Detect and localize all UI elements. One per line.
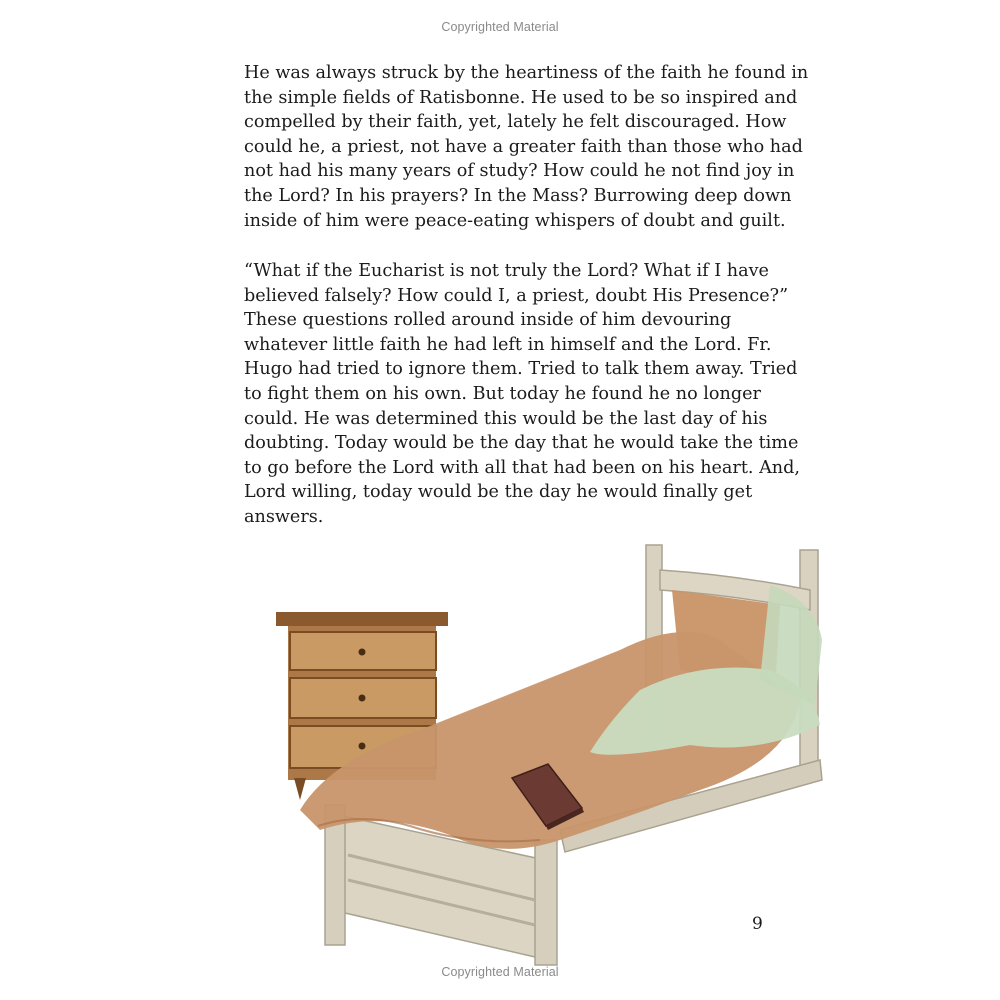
paragraph-line: He was always struck by the heartiness of the faith he found in	[244, 63, 809, 83]
paragraph-line: the simple fields of Ratisbonne. He used to be so inspired and	[244, 87, 798, 108]
paragraph-line: the Lord? In his prayers? In the Mass? Burrowing deep down	[244, 185, 792, 206]
paragraph-line: could he, a priest, not have a greater faith than those who had	[244, 136, 803, 157]
paragraph-line: Hugo had tried to ignore them. Tried to talk them away. Tried	[244, 359, 798, 380]
paragraph-line: could. He was determined this would be the last day of his	[244, 408, 768, 429]
paragraph-line: answers.	[244, 506, 324, 527]
paragraph-line: not had his many years of study? How could he not find joy in	[244, 161, 795, 182]
footer-copyright: Copyrighted Material	[441, 965, 559, 979]
paragraph-line: to fight them on his own. But today he found he no longer	[244, 383, 761, 404]
paragraph-line: doubting. Today would be the day that he would take the time	[244, 433, 799, 454]
paragraph-line: Lord willing, today would be the day he would finally get	[244, 482, 753, 503]
paragraph-line: “What if the Eucharist is not truly the Lord? What if I have	[244, 261, 769, 281]
paragraph-line: inside of him were peace-eating whispers of doubt and guilt.	[244, 210, 786, 231]
paragraph-line: whatever little faith he had left in himself and the Lord. Fr.	[244, 334, 772, 355]
page-number: 9	[752, 914, 763, 934]
paragraph-line: These questions rolled around inside of him devouring	[244, 310, 732, 331]
header-copyright: Copyrighted Material	[441, 20, 559, 34]
paragraph-line: believed falsely? How could I, a priest, doubt His Presence?”	[244, 285, 789, 306]
paragraph-line: to go before the Lord with all that had been on his heart. And,	[244, 457, 800, 478]
paragraph-line: compelled by their faith, yet, lately he felt discouraged. How	[244, 112, 787, 133]
